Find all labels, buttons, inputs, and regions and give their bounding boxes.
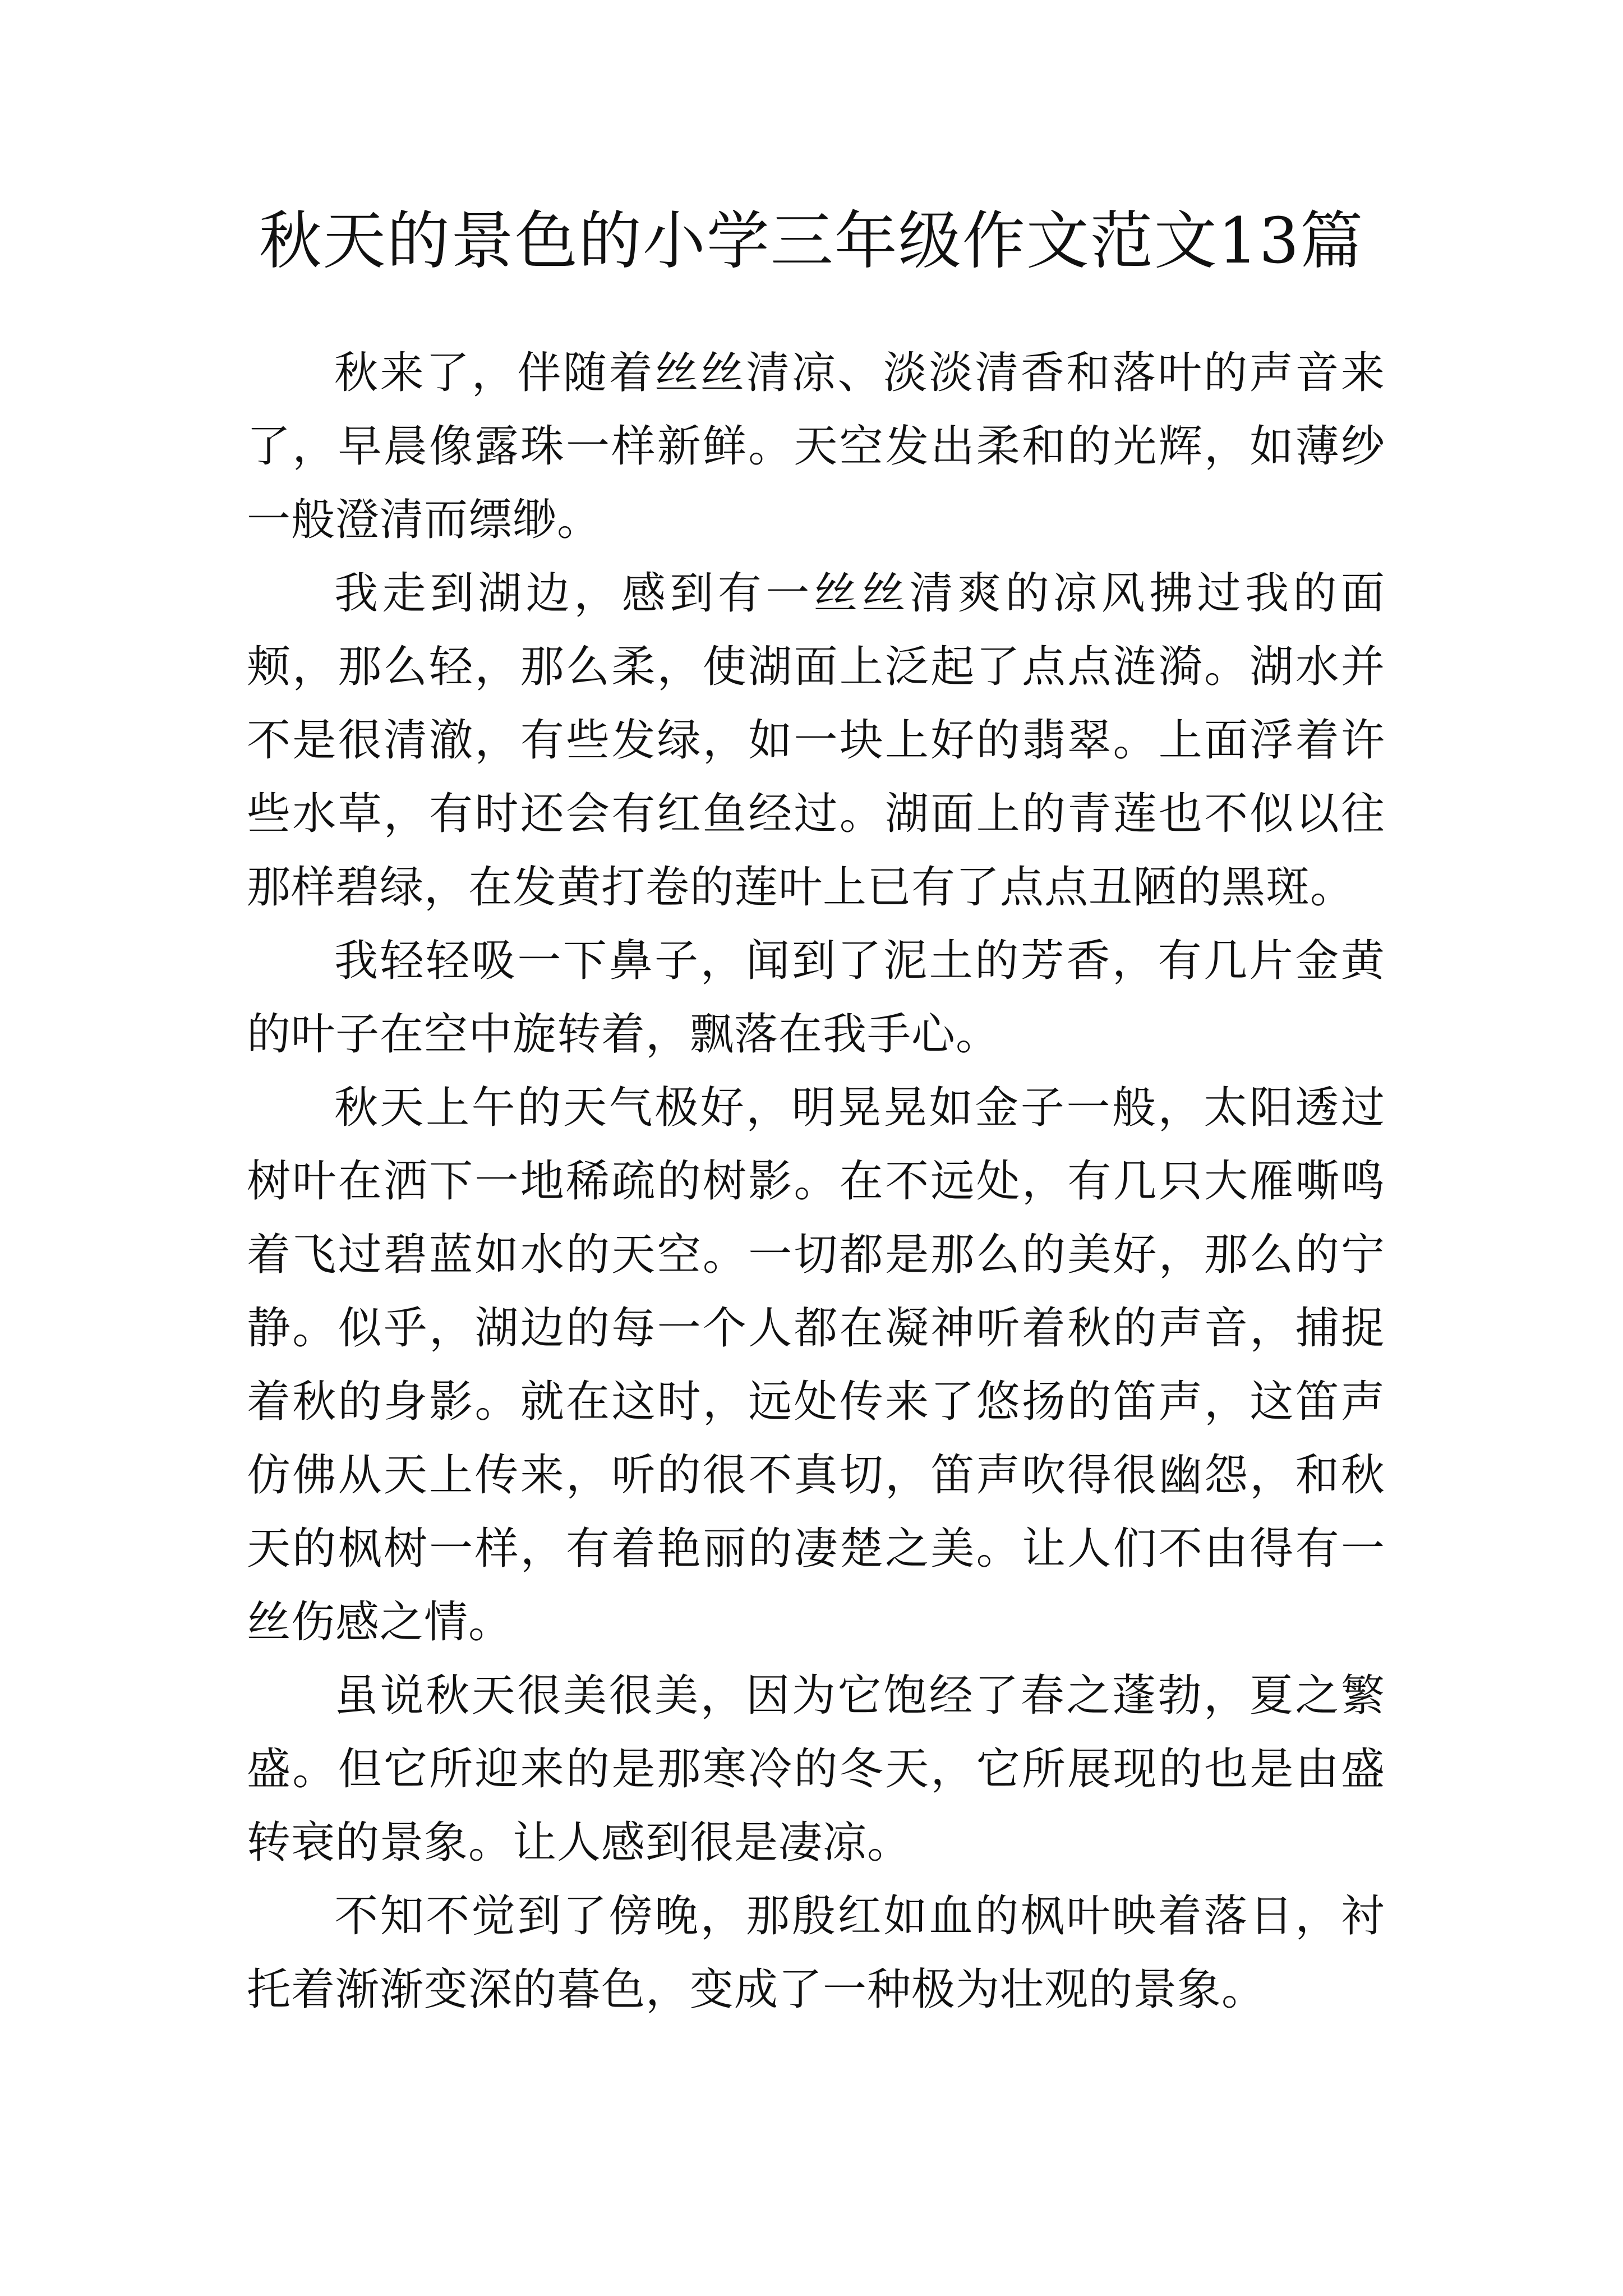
- paragraph: 我轻轻吸一下鼻子，闻到了泥土的芳香，有几片金黄的叶子在空中旋转着，飘落在我手心。: [247, 936, 1385, 1060]
- document-title: 秋天的景色的小学三年级作文范文13篇: [259, 205, 1364, 278]
- paragraph: 我走到湖边，感到有一丝丝清爽的凉风拂过我的面颊，那么轻，那么柔，使湖面上泛起了点点涟漪。湖水并不是很清澈，有些发绿，如一块上好的翡翠。上面浮着许些水草，有时还会有红鱼经过。湖面上的青莲也不似以往那样碧绿，在发黄打卷的莲叶上已有了点点丑陋的黑斑。: [247, 568, 1385, 913]
- paragraph: 秋来了，伴随着丝丝清凉、淡淡清香和落叶的声音来了，早晨像露珠一样新鲜。天空发出柔和的光辉，如薄纱一般澄清而缥缈。: [247, 348, 1385, 545]
- paragraph: 虽说秋天很美很美，因为它饱经了春之蓬勃，夏之繁盛。但它所迎来的是那寒冷的冬天，它所展现的也是由盛转衰的景象。让人感到很是凄凉。: [247, 1671, 1385, 1868]
- document-body: [247, 337, 1385, 2027]
- paragraph: 秋天上午的天气极好，明晃晃如金子一般，太阳透过树叶在洒下一地稀疏的树影。在不远处，有几只大雁嘶鸣着飞过碧蓝如水的天空。一切都是那么的美好，那么的宁静。似乎，湖边的每一个人都在凝神听着秋的声音，捕捉着秋的身影。就在这时，远处传来了悠扬的笛声，这笛声仿佛从天上传来，听的很不真切，笛声吹得很幽怨，和秋天的枫树一样，有着艳丽的凄楚之美。让人们不由得有一丝伤感之情。: [247, 1083, 1385, 1648]
- paragraph: 不知不觉到了傍晚，那殷红如血的枫叶映着落日，衬托着渐渐变深的暮色，变成了一种极为壮观的景象。: [247, 1891, 1385, 2015]
